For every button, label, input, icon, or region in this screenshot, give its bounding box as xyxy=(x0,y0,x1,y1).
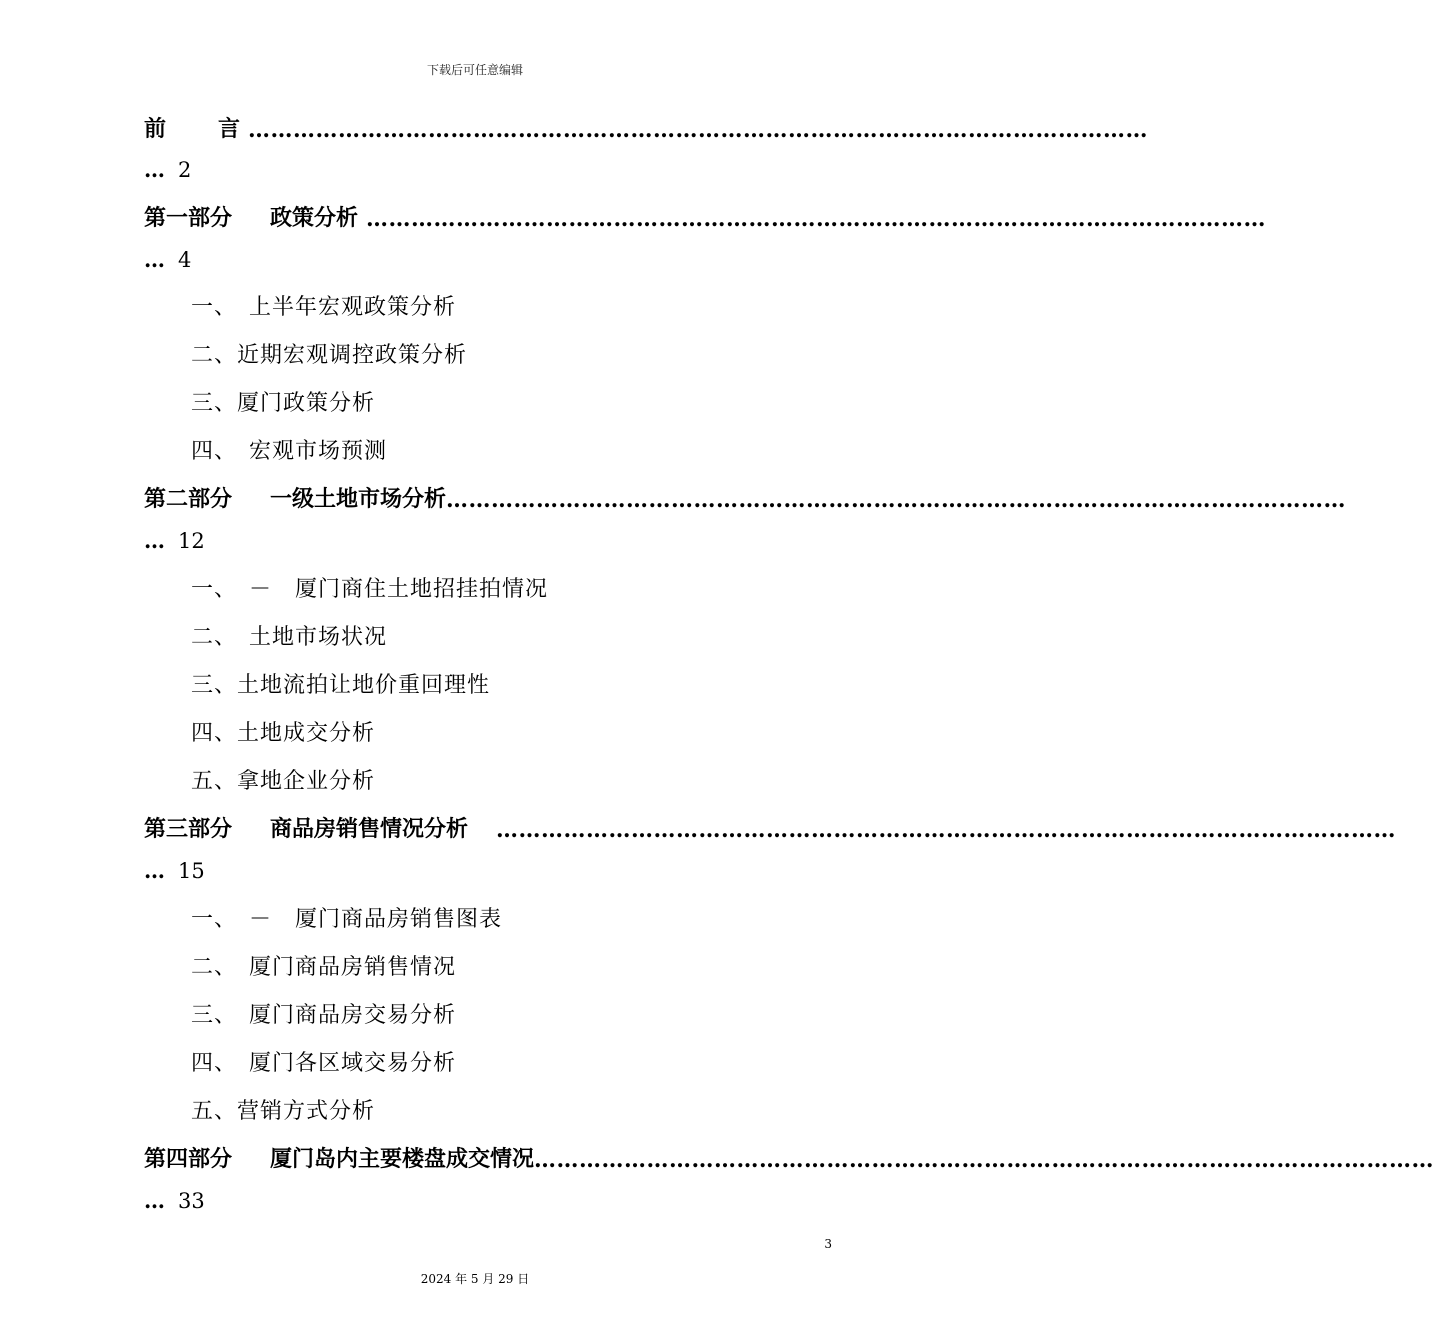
toc-entry-part-4[interactable] xyxy=(144,1146,1434,1174)
toc-page-line xyxy=(144,527,205,555)
toc-part-label: 第四部分 xyxy=(144,1147,233,1172)
toc-subentry[interactable]: 一、 上半年宏观政策分析 xyxy=(191,295,457,320)
toc-page-number: 15 xyxy=(178,859,205,883)
toc-subentry[interactable]: 二、 土地市场状况 xyxy=(191,625,388,650)
toc-subentry[interactable]: 四、 厦门各区域交易分析 xyxy=(191,1051,457,1076)
toc-page-line xyxy=(144,1187,205,1215)
toc-leader-dots: … xyxy=(144,858,166,883)
toc-entry-part-1[interactable] xyxy=(144,205,1267,233)
toc-subentry[interactable]: 三、土地流拍让地价重回理性 xyxy=(191,673,491,698)
toc-part-title: 政策分析 xyxy=(270,206,359,231)
toc-leader-dots: ………………………………………………………………………………………………………… xyxy=(446,487,1347,513)
toc-part-title: 言 xyxy=(218,117,241,142)
toc-subentry[interactable]: 二、 厦门商品房销售情况 xyxy=(191,955,457,980)
toc-subentry[interactable]: 三、 厦门商品房交易分析 xyxy=(191,1003,457,1028)
toc-part-title: 厦门岛内主要楼盘成交情况 xyxy=(270,1147,535,1172)
toc-part-label: 第三部分 xyxy=(144,817,233,842)
toc-subentry[interactable]: 一、 － 厦门商品房销售图表 xyxy=(191,907,503,932)
toc-page-line xyxy=(144,246,191,274)
toc-subentry[interactable]: 五、营销方式分析 xyxy=(191,1099,376,1124)
toc-leader-dots: … xyxy=(144,247,166,272)
toc-subentry[interactable]: 四、土地成交分析 xyxy=(191,721,376,746)
toc-subentry[interactable]: 五、拿地企业分析 xyxy=(191,769,376,794)
toc-part-label: 第一部分 xyxy=(144,206,233,231)
toc-page-line xyxy=(144,156,191,184)
toc-leader-dots: ………………………………………………………………………………………………………… xyxy=(248,117,1149,143)
toc-page-number: 2 xyxy=(178,158,192,182)
toc-part-label: 前 xyxy=(144,117,167,142)
toc-leader-dots: ………………………………………………………………………………………………………… xyxy=(534,1147,1434,1173)
toc-entry-preface[interactable] xyxy=(144,116,1149,144)
toc-subentry[interactable]: 三、厦门政策分析 xyxy=(191,391,376,416)
toc-leader-dots: … xyxy=(144,528,166,553)
toc-page-number: 12 xyxy=(178,529,205,553)
page-header: 下载后可任意编辑 xyxy=(426,63,523,77)
toc-page-number: 4 xyxy=(178,248,192,272)
toc-leader-dots: … xyxy=(144,157,166,182)
toc-part-title: 商品房销售情况分析 xyxy=(270,817,469,842)
toc-page-number: 33 xyxy=(178,1189,205,1213)
toc-subentry[interactable]: 一、 － 厦门商住土地招挂拍情况 xyxy=(191,577,549,602)
toc-leader-dots: ………………………………………………………………………………………………………… xyxy=(496,817,1397,843)
toc-entry-part-2[interactable] xyxy=(144,486,1347,514)
toc-leader-dots: ………………………………………………………………………………………………………… xyxy=(366,206,1267,232)
toc-part-label: 第二部分 xyxy=(144,487,233,512)
page-number: 3 xyxy=(824,1237,832,1251)
toc-part-title: 一级土地市场分析 xyxy=(270,487,447,512)
toc-page-line xyxy=(144,857,205,885)
toc-leader-dots: … xyxy=(144,1188,166,1213)
toc-subentry[interactable]: 四、 宏观市场预测 xyxy=(191,439,388,464)
toc-entry-part-3[interactable] xyxy=(144,816,1397,844)
toc-subentry[interactable]: 二、近期宏观调控政策分析 xyxy=(191,343,468,368)
page-footer-date: 2024 年 5 月 29 日 xyxy=(420,1272,530,1286)
